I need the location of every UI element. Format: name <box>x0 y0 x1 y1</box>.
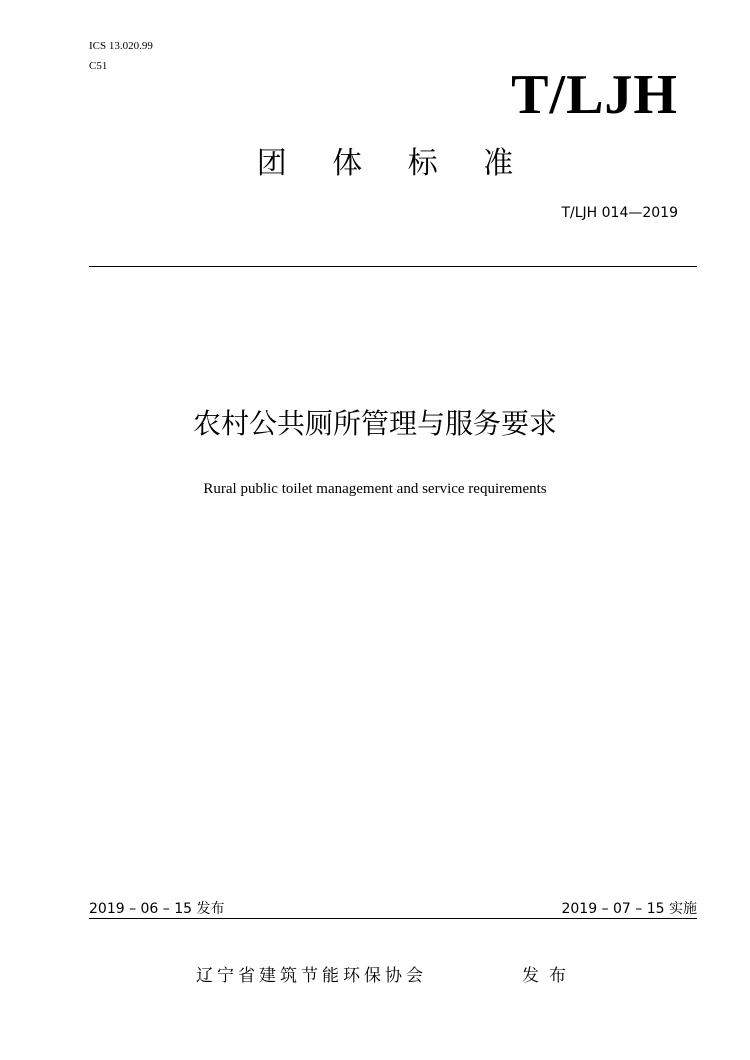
standard-number: T/LJH 014—2019 <box>561 205 678 221</box>
footer-divider <box>89 918 697 919</box>
standard-brand: T/LJH <box>511 64 678 126</box>
publish-label: 发布 <box>522 966 576 986</box>
standard-type: 团 体 标 准 <box>256 146 532 181</box>
header-divider <box>89 266 697 267</box>
document-title-english: Rural public toilet management and service requirements <box>203 481 547 497</box>
issue-date: 2019 – 06 – 15 发布 <box>89 901 225 917</box>
ccs-code: C51 <box>89 60 108 72</box>
ics-code: ICS 13.020.99 <box>89 40 153 52</box>
implementation-date: 2019 – 07 – 15 实施 <box>561 901 697 917</box>
publisher-name: 辽宁省建筑节能环保协会 <box>196 966 427 986</box>
document-title-chinese: 农村公共厕所管理与服务要求 <box>192 407 557 440</box>
